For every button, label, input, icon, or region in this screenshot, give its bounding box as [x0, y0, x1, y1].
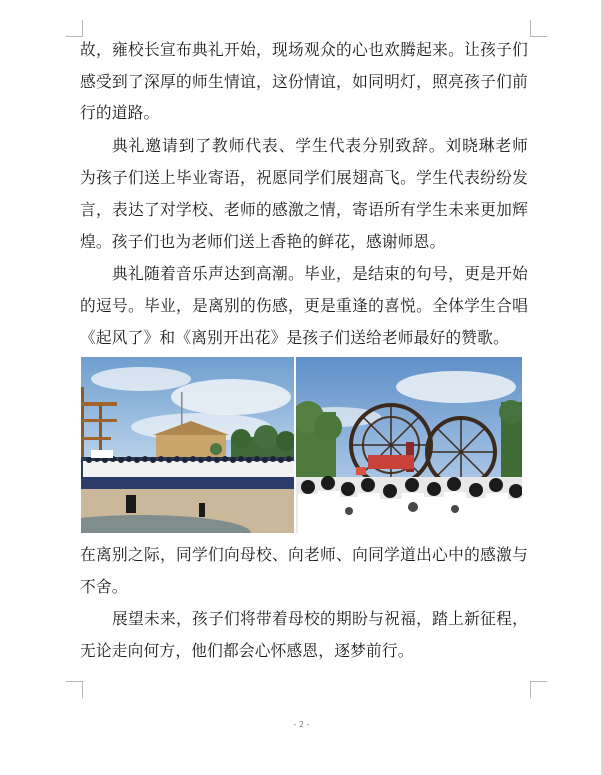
waterwheel-students-photo	[296, 357, 522, 533]
text-line: 展望未来，孩子们将带着母校的期盼与祝福，踏上新征程，	[112, 609, 528, 628]
text-line: 典礼随着音乐声达到高潮。毕业，是结束的句号，更是开始	[112, 264, 528, 283]
text-line: 的逗号。毕业，是离别的伤感，更是重逢的喜悦。全体学生合唱	[80, 296, 528, 315]
text-line: 言，表达了对学校、老师的感激之情，寄语所有学生未来更加辉	[80, 200, 528, 219]
text-line: 行的道路。	[80, 103, 160, 122]
corner-mark-top-right	[530, 20, 547, 37]
text-line: 不舍。	[80, 577, 128, 596]
corner-mark-bottom-right	[530, 681, 547, 698]
text-line: 典礼邀请到了教师代表、学生代表分别致辞。刘晓琳老师	[112, 136, 528, 155]
text-line: 煌。孩子们也为老师们送上香艳的鲜花，感谢师恩。	[80, 232, 446, 251]
page-number: - 2 -	[293, 720, 310, 729]
text-line: 《起风了》和《离别开出花》是孩子们送给老师最好的赞歌。	[80, 328, 509, 347]
text-line: 故，雍校长宣布典礼开始，现场观众的心也欢腾起来。让孩子们	[80, 40, 528, 59]
corner-mark-top-left	[66, 20, 83, 37]
text-line: 感受到了深厚的师生情谊，这份情谊，如同明灯，照亮孩子们前	[80, 72, 528, 91]
text-line: 无论走向何方，他们都会心怀感恩，逐梦前行。	[80, 641, 414, 660]
text-line: 在离别之际，同学们向母校、向老师、向同学道出心中的感激与	[80, 545, 528, 564]
text-line: 为孩子们送上毕业寄语，祝愿同学们展翅高飞。学生代表纷纷发	[80, 168, 528, 187]
ceremony-crowd-photo	[81, 357, 294, 533]
corner-mark-bottom-left	[66, 681, 83, 698]
